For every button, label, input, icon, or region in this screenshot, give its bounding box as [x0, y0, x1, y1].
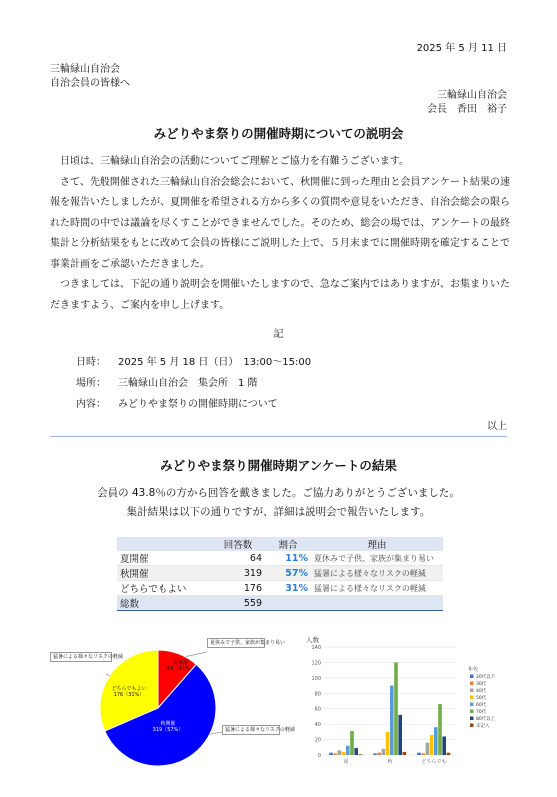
- bar: [426, 743, 430, 755]
- reason-cell: 猛暑による様々なリスクの軽減: [311, 566, 443, 581]
- total-empty: [311, 596, 443, 611]
- y-tick-label: 20: [314, 737, 321, 744]
- pie-label-autumn: [146, 721, 190, 733]
- survey-intro-line: 集計結果は以下の通りですが、詳細は説明会で報告いたします。: [126, 506, 431, 518]
- bar: [390, 686, 394, 755]
- survey-intro: [0, 484, 557, 522]
- notice-paragraph: つきましては、下記の通り説明会を開催いたしますので、急なご案内ではありますが、お集まりいただきますよう、ご案内を申し上げます。: [50, 279, 510, 311]
- info-datetime: [76, 356, 311, 370]
- bar: [421, 753, 425, 755]
- table-row: [117, 581, 443, 596]
- option-cell: 秋開催: [117, 566, 211, 581]
- bar: [346, 746, 350, 755]
- section-divider: [50, 436, 507, 437]
- option-cell: 夏開催: [117, 551, 211, 566]
- table-header: 理由: [311, 537, 443, 551]
- x-tick-label: どちらでも: [421, 759, 447, 765]
- table-header: 割合: [265, 537, 311, 551]
- bar: [377, 753, 381, 755]
- y-tick-label: 80: [314, 691, 321, 698]
- bar: [442, 736, 446, 755]
- place-label: 場所：: [76, 378, 106, 389]
- notice-paragraph: 日頃は、三輪緑山自治会の活動についてご理解とご協力を有難うございます。: [60, 156, 409, 167]
- recipient-org: 三輪緑山自治会: [50, 64, 120, 75]
- y-tick-label: 140: [311, 645, 321, 651]
- survey-title: みどりやま祭り開催時期アンケートの結果: [160, 458, 397, 473]
- content-value: みどりやま祭りの開催時期について: [118, 399, 278, 410]
- pie-label-text: 秋開催: [160, 721, 176, 727]
- bar: [342, 752, 346, 755]
- datetime-value: 2025 年 5 月 18 日（日） 13:00～15:00: [118, 357, 312, 368]
- bar: [403, 752, 407, 755]
- legend-swatch: [470, 724, 474, 728]
- total-count: 559: [211, 596, 265, 611]
- bar: [338, 750, 342, 755]
- bar: [359, 754, 363, 755]
- option-cell: どちらでもよい: [117, 581, 211, 596]
- legend-label: 30代: [476, 682, 487, 687]
- legend-swatch: [470, 717, 474, 721]
- total-label: 総数: [117, 596, 211, 611]
- table-row: [117, 566, 443, 581]
- x-tick-label: 秋: [387, 759, 393, 765]
- bar: [386, 732, 390, 755]
- pie-callout-either: 猛暑による様々なリスクの軽減: [50, 652, 112, 662]
- pie-callout-autumn: 猛暑による様々なリスクの軽減: [222, 725, 280, 735]
- sender-person: 会長 香田 裕子: [427, 104, 507, 115]
- pie-label-sub: 64（11%）: [167, 666, 195, 672]
- legend-label: 70代: [476, 710, 487, 715]
- ki-mark: 記: [273, 329, 284, 340]
- y-tick-label: 40: [314, 722, 321, 729]
- pie-label-sub: 176（31%）: [113, 692, 145, 698]
- bar: [394, 662, 398, 755]
- notice-body: [50, 152, 510, 316]
- bar: [438, 704, 442, 755]
- bar: [447, 753, 451, 755]
- count-cell: 176: [211, 581, 265, 596]
- sender-org: 三輪緑山自治会: [437, 90, 507, 101]
- x-tick-label: 夏: [343, 759, 349, 765]
- info-place: [76, 377, 258, 391]
- count-cell: 64: [211, 551, 265, 566]
- bar: [329, 753, 333, 755]
- recipient-members: 自治会員の皆様へ: [50, 78, 130, 89]
- bar: [434, 727, 438, 755]
- datetime-label: 日時：: [76, 357, 106, 368]
- bar: [354, 748, 358, 755]
- pct-cell: 31%: [265, 581, 311, 596]
- place-value: 三輪緑山自治会 集会所 1 階: [118, 378, 258, 389]
- table-row: [117, 551, 443, 566]
- bar-chart: [302, 633, 520, 783]
- legend-label: 20代以下: [476, 675, 496, 680]
- content-label: 内容：: [76, 399, 106, 410]
- bar: [398, 715, 402, 755]
- results-table: [117, 537, 443, 611]
- bar: [333, 753, 337, 755]
- pct-cell: 57%: [265, 566, 311, 581]
- count-cell: 319: [211, 566, 265, 581]
- legend-swatch: [470, 703, 474, 707]
- notice-title: みどりやま祭りの開催時期についての説明会: [153, 126, 404, 141]
- legend-swatch: [470, 675, 474, 679]
- bar: [373, 753, 377, 755]
- legend-swatch: [470, 696, 474, 700]
- legend-label: 未記入: [476, 724, 490, 729]
- legend-swatch: [470, 710, 474, 714]
- y-tick-label: 0: [317, 753, 321, 759]
- legend-label: 60代: [476, 703, 487, 708]
- legend-title: 年代: [468, 667, 479, 673]
- table-header: 回答数: [211, 537, 265, 551]
- bar: [382, 749, 386, 755]
- legend-label: 80代以上: [476, 717, 496, 722]
- pie-callout-summer: 夏休みで子供、家族が集まり易い: [207, 638, 265, 648]
- legend-swatch: [470, 682, 474, 686]
- info-content: [76, 398, 278, 412]
- survey-intro-line: 会員の 43.8％の方から回答を戴きました。ご協力ありがとうございました。: [97, 487, 460, 499]
- y-tick-label: 60: [314, 706, 321, 713]
- bar: [417, 753, 421, 755]
- pie-label-either: [102, 686, 156, 698]
- y-axis-label: 人数: [306, 636, 319, 644]
- pie-label-text: 夏開催: [173, 660, 189, 666]
- pie-label-summer: [163, 660, 199, 672]
- letter-date: 2025 年 5 月 11 日: [416, 43, 507, 54]
- legend-label: 40代: [476, 689, 487, 694]
- total-empty: [265, 596, 311, 611]
- reason-cell: 猛暑による様々なリスクの軽減: [311, 581, 443, 596]
- end-mark: 以上: [487, 421, 507, 432]
- table-header-row: [117, 537, 443, 551]
- reason-cell: 夏休みで子供、家族が集まり易い: [311, 551, 443, 566]
- legend-swatch: [470, 689, 474, 693]
- pie-label-text: どちらでもよい: [111, 686, 147, 692]
- y-tick-label: 100: [311, 675, 321, 682]
- bar: [430, 735, 434, 755]
- pie-label-sub: 319（57%）: [152, 727, 184, 733]
- table-total-row: [117, 596, 443, 611]
- table-header: [117, 537, 211, 551]
- pct-cell: 11%: [265, 551, 311, 566]
- bar: [350, 731, 354, 755]
- notice-paragraph: さて、先般開催された三輪緑山自治会総会において、秋開催に到った理由と会員アンケート結果の速報を報告いたしましたが、夏開催を希望される方から多くの質問や意見をいただき、自治会総会の限られた時間の中では議論を尽くすことができませんでした。そのため、総会の場では、アンケートの最終集計と分析結果をもとに改めて会員の皆様にご説明した上で、５月末までに開催時期を確定することで事業計画をご承認いただきました。: [50, 176, 510, 270]
- legend-label: 50代: [476, 696, 487, 701]
- y-tick-label: 120: [311, 660, 321, 667]
